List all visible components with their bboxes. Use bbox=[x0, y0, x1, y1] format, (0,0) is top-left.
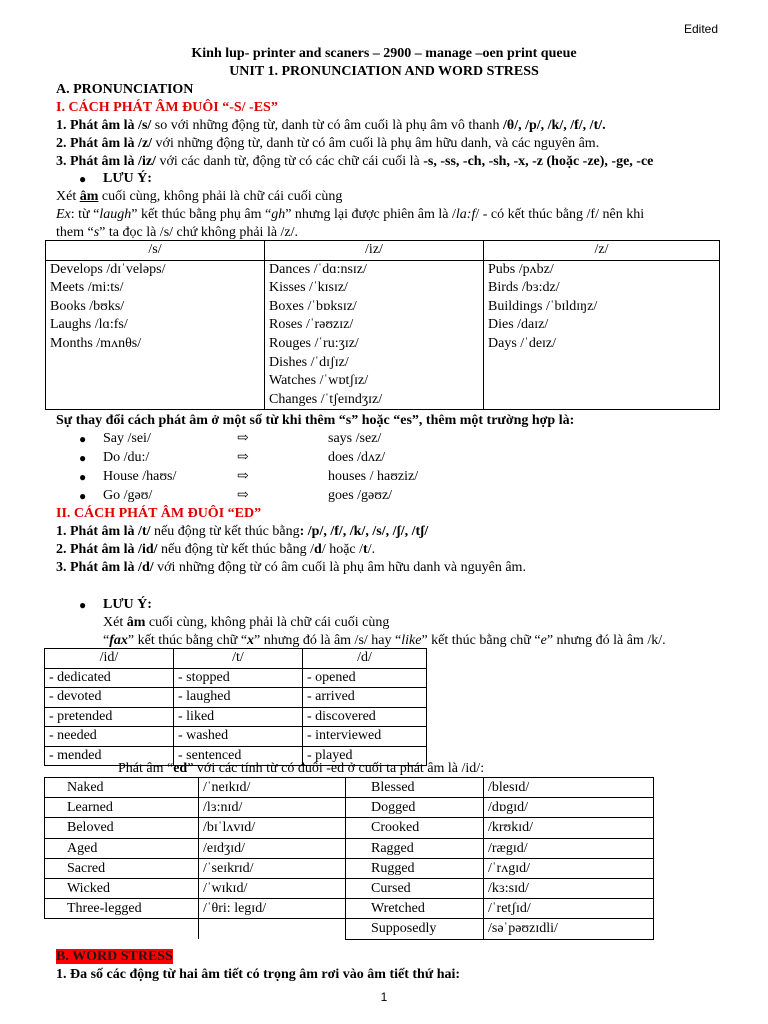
col-s bbox=[46, 260, 265, 410]
list-item: Kisses /ˈkɪsɪz/ bbox=[269, 280, 348, 296]
change-from: Say /sei/ bbox=[103, 431, 151, 446]
change-to: houses / haʊziz/ bbox=[328, 469, 419, 484]
table-row: - devoted - laughed - arrived bbox=[45, 688, 427, 708]
doc-title: Kinh lup- printer and scaners – 2900 – manage –oen print queue bbox=[191, 46, 577, 61]
list-item: Changes /ˈtʃeɪndʒɪz/ bbox=[269, 391, 383, 407]
s-es-table bbox=[45, 240, 720, 410]
list-item: Days /ˈdeɪz/ bbox=[488, 335, 557, 351]
bullet-icon: ● bbox=[79, 598, 87, 612]
table-row: - needed - washed - interviewed bbox=[45, 727, 427, 747]
rule-s: 1. Phát âm là /s/ so với những động từ, danh từ có âm cuối là phụ âm vô thanh /θ/, /p/, /k/, /f/, /t/. bbox=[56, 118, 606, 133]
list-item: Dishes /ˈdɪʃɪz/ bbox=[269, 354, 349, 370]
s-es-heading: I. CÁCH PHÁT ÂM ĐUÔI “-S/ -ES” bbox=[56, 100, 278, 115]
list-item: Laughs /lɑ:fs/ bbox=[50, 317, 128, 333]
adjective-note: Phát âm “ed” với các tính từ có đuôi -ed ở cuối ta phát âm là /id/: bbox=[118, 761, 485, 776]
col-z bbox=[484, 260, 720, 410]
bullet-icon: ● bbox=[79, 489, 87, 503]
note-heading: LƯU Ý: bbox=[103, 171, 152, 186]
page-number: 1 bbox=[380, 990, 388, 1004]
list-item: Rouges /ˈru:ʒɪz/ bbox=[269, 335, 359, 351]
bullet-icon: ● bbox=[79, 432, 87, 446]
list-item: Pubs /pʌbz/ bbox=[488, 261, 554, 277]
change-to: goes /gəʊz/ bbox=[328, 488, 393, 503]
adjective-table bbox=[44, 777, 654, 940]
table-row: Three-legged /ˈθri: legɪd/ Wretched /ˈretʃɪd/ bbox=[45, 899, 654, 919]
table-row: Aged /eɪdʒɪd/ Ragged /rægɪd/ bbox=[45, 838, 654, 858]
rule-z: 2. Phát âm là /z/ với những động từ, danh từ có âm cuối là phụ âm hữu danh, và các nguyên âm. bbox=[56, 136, 600, 151]
change-from: House /haʊs/ bbox=[103, 469, 177, 484]
bullet-icon: ● bbox=[79, 172, 87, 186]
table-row: Learned /lɜ:nɪd/ Dogged /dɒgɪd/ bbox=[45, 798, 654, 818]
table-row: Sacred /ˈseɪkrɪd/ Rugged /ˈrʌgɪd/ bbox=[45, 858, 654, 878]
change-to: says /sez/ bbox=[328, 431, 382, 446]
arrow-right-icon: ⇨ bbox=[237, 431, 249, 446]
list-item: Roses /ˈrəʊzɪz/ bbox=[269, 317, 354, 333]
list-item: Develops /dɪˈveləps/ bbox=[50, 261, 166, 277]
change-from: Do /du:/ bbox=[103, 450, 150, 465]
note-example: “fax” kết thúc bằng chữ “x” nhưng đó là âm /s/ hay “like” kết thúc bằng chữ “e” nhưng đó là âm /k/. bbox=[103, 633, 666, 648]
list-item: Books /bʊks/ bbox=[50, 298, 125, 314]
table-header: /id/ bbox=[45, 649, 174, 669]
section-a-heading: A. PRONUNCIATION bbox=[56, 82, 194, 97]
arrow-right-icon: ⇨ bbox=[237, 488, 249, 503]
change-to: does /dʌz/ bbox=[328, 450, 386, 465]
list-item: Dances /ˈdɑ:nsɪz/ bbox=[269, 261, 367, 277]
col-iz bbox=[265, 260, 484, 410]
note-line: Xét âm cuối cùng, không phải là chữ cái cuối cùng bbox=[103, 615, 390, 630]
table-row: Supposedly /səˈpəʊzɪdli/ bbox=[45, 919, 654, 939]
rule-d: 3. Phát âm là /d/ với những động từ có âm cuối là phụ âm hữu danh và nguyên âm. bbox=[56, 560, 526, 575]
rule-iz: 3. Phát âm là /iz/ với các danh từ, động từ có các chữ cái cuối là -s, -ss, -ch, -sh, -x, -z (hoặc -ze), -ge, -ce bbox=[56, 154, 654, 169]
list-item: Watches /ˈwɒtʃɪz/ bbox=[269, 373, 369, 389]
list-item: Boxes /ˈbɒksɪz/ bbox=[269, 298, 357, 314]
table-row: Naked /ˈneɪkɪd/ Blessed /blesɪd/ bbox=[45, 778, 654, 798]
list-item: Dies /daɪz/ bbox=[488, 317, 549, 333]
ed-table bbox=[44, 648, 427, 766]
change-from: Go /gəʊ/ bbox=[103, 488, 153, 503]
table-header: /z/ bbox=[484, 241, 720, 261]
table-row: Beloved /bɪˈlʌvɪd/ Crooked /krʊkɪd/ bbox=[45, 818, 654, 838]
table-row: Wicked /ˈwɪkɪd/ Cursed /kɜ:sɪd/ bbox=[45, 879, 654, 899]
ed-heading: II. CÁCH PHÁT ÂM ĐUÔI “ED” bbox=[56, 506, 262, 521]
unit-title: UNIT 1. PRONUNCIATION AND WORD STRESS bbox=[229, 64, 539, 79]
table-header: /s/ bbox=[46, 241, 265, 261]
note-line: Xét âm cuối cùng, không phải là chữ cái cuối cùng bbox=[56, 189, 343, 204]
table-header: /d/ bbox=[303, 649, 427, 669]
table-row: - pretended - liked - discovered bbox=[45, 707, 427, 727]
list-item: Months /mʌnθs/ bbox=[50, 335, 142, 351]
table-row: - mended - sentenced - played bbox=[45, 746, 427, 766]
example-line-2: them “s” ta đọc là /s/ chứ không phải là /z/. bbox=[56, 225, 299, 240]
bullet-icon: ● bbox=[79, 451, 87, 465]
edited-label: Edited bbox=[683, 22, 718, 36]
section-b-heading: B. WORD STRESS bbox=[56, 949, 173, 964]
rule-id: 2. Phát âm là /id/ nếu động từ kết thúc bằng /d/ hoặc /t/. bbox=[56, 542, 376, 557]
list-item: Meets /mi:ts/ bbox=[50, 280, 124, 296]
arrow-right-icon: ⇨ bbox=[237, 450, 249, 465]
table-header: /iz/ bbox=[265, 241, 484, 261]
list-item: Buildings /ˈbɪldɪŋz/ bbox=[488, 298, 598, 314]
change-heading: Sự thay đổi cách phát âm ở một số từ khi thêm “s” hoặc “es”, thêm một trường hợp là: bbox=[56, 413, 575, 428]
bullet-icon: ● bbox=[79, 470, 87, 484]
word-stress-rule-1: 1. Đa số các động từ hai âm tiết có trọng âm rơi vào âm tiết thứ hai: bbox=[56, 967, 461, 982]
table-row: - dedicated - stopped - opened bbox=[45, 668, 427, 688]
example-line-1: Ex: từ “laugh” kết thúc bằng phụ âm “gh” nhưng lại được phiên âm là /la:f/ - có kết thúc bằng /f/ nên khi bbox=[56, 207, 645, 222]
arrow-right-icon: ⇨ bbox=[237, 469, 249, 484]
table-header: /t/ bbox=[174, 649, 303, 669]
rule-t: 1. Phát âm là /t/ nếu động từ kết thúc bằng: /p/, /f/, /k/, /s/, /ʃ/, /tʃ/ bbox=[56, 524, 429, 539]
list-item: Birds /bɜ:dz/ bbox=[488, 280, 560, 296]
note-heading: LƯU Ý: bbox=[103, 597, 152, 612]
